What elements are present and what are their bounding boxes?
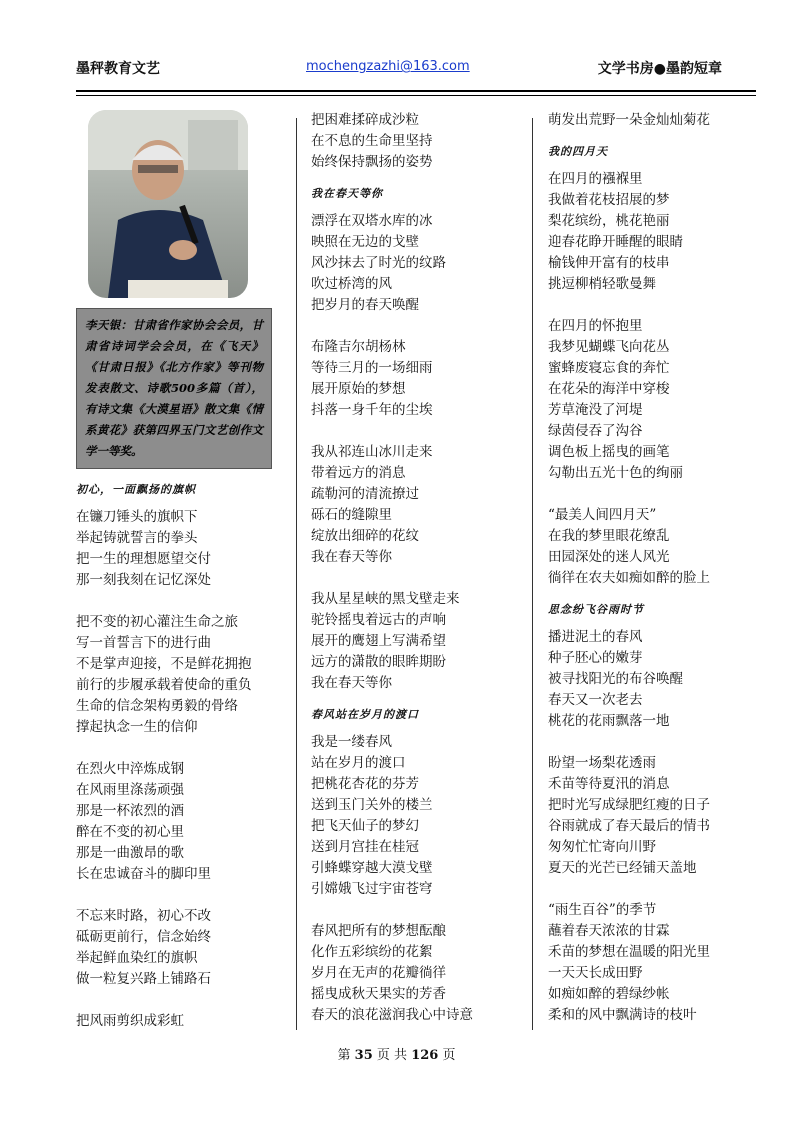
poem-line: 播进泥土的春风 <box>548 629 643 645</box>
stanza-break <box>76 591 286 612</box>
poem-line: 生命的信念架构勇毅的骨络 <box>76 698 238 714</box>
poem-line: 在烈火中淬炼成钢 <box>76 761 184 777</box>
poem-line: 田园深处的迷人风光 <box>548 549 670 565</box>
header-rule-thick <box>76 90 756 92</box>
poem-title: 思念纷飞谷雨时节 <box>548 603 644 616</box>
poem-line: 梨花缤纷，桃花艳丽 <box>548 213 670 229</box>
page-footer <box>0 1044 793 1063</box>
poem-line: 一天天长成田野 <box>548 965 643 981</box>
poem-line: 桃花的花雨飘落一地 <box>548 713 670 729</box>
footer-middle: 页 共 <box>376 1048 408 1063</box>
poem-line: 写一首誓言下的进行曲 <box>76 635 211 651</box>
poem-line: 布隆吉尔胡杨林 <box>311 339 406 355</box>
poem-line: 在风雨里涤荡顽强 <box>76 782 184 798</box>
poem-line: 匆匆忙忙寄向川野 <box>548 839 656 855</box>
poem-line: 举起鲜血染红的旗帜 <box>76 950 198 966</box>
poem-body <box>548 627 748 1026</box>
email-link[interactable]: mochengzazhi@163.com <box>306 59 470 74</box>
poem-line: 不忘来时路，初心不改 <box>76 908 211 924</box>
poem-title: 初心，一面飘扬的旗帜 <box>76 483 196 496</box>
poem-line: 驼铃摇曳着远古的声响 <box>311 612 446 628</box>
poem-line: 醉在不变的初心里 <box>76 824 184 840</box>
poem-line: 带着远方的消息 <box>311 465 406 481</box>
poem-line: 砾石的缝隙里 <box>311 507 392 523</box>
footer-suffix: 页 <box>442 1048 456 1063</box>
poem-line: 在我的梦里眼花缭乱 <box>548 528 670 544</box>
poem-line: 我从祁连山冰川走来 <box>311 444 433 460</box>
stanza-break <box>548 295 748 316</box>
poem-line: 把岁月的春天唤醒 <box>311 297 419 313</box>
poem-line: 我在春天等你 <box>311 549 392 565</box>
poem-line: 把风雨剪织成彩虹 <box>76 1013 184 1029</box>
poem-line: 被寻找阳光的布谷唤醒 <box>548 671 683 687</box>
poem-title: 我的四月天 <box>548 145 608 158</box>
poem-line: 砥砺更前行，信念始终 <box>76 929 211 945</box>
poem-body-continued <box>548 110 748 131</box>
stanza-break <box>548 484 748 505</box>
poem-line: 蜜蜂废寝忘食的奔忙 <box>548 360 670 376</box>
poem-line: 勾勒出五光十色的绚丽 <box>548 465 683 481</box>
poem-line: “雨生百谷”的季节 <box>548 902 657 918</box>
poem-body <box>548 169 748 589</box>
poem-line: 挑逗柳梢轻歌曼舞 <box>548 276 656 292</box>
poem-line: “最美人间四月天” <box>548 507 657 523</box>
stanza-break <box>548 732 748 753</box>
stanza-break <box>76 990 286 1011</box>
header-rule-thin <box>76 95 756 96</box>
poem-line: 疏勒河的清流撩过 <box>311 486 419 502</box>
poem-line: 抖落一身千年的尘埃 <box>311 402 433 418</box>
author-photo-image <box>88 110 248 298</box>
section-name: 文学书房●墨韵短章 <box>597 61 722 77</box>
poem-line: 在花朵的海洋中穿梭 <box>548 381 670 397</box>
poem-line: 禾苗等待夏汛的消息 <box>548 776 670 792</box>
magazine-name: 墨秤教育文艺 <box>76 61 160 77</box>
poem-line: 在不息的生命里坚持 <box>311 133 433 149</box>
poem-line: 引蜂蝶穿越大漠戈壁 <box>311 860 433 876</box>
column-divider <box>296 118 297 1030</box>
page-header <box>76 58 722 80</box>
poem-line: 始终保持飘扬的姿势 <box>311 154 433 170</box>
poem-body <box>311 732 526 1026</box>
poem-line: 在四月的襁褓里 <box>548 171 643 187</box>
poem-line: 绽放出细碎的花纹 <box>311 528 419 544</box>
poem-line: 把飞天仙子的梦幻 <box>311 818 419 834</box>
poem-line: 把不变的初心灌注生命之旅 <box>76 614 238 630</box>
stanza-break <box>76 885 286 906</box>
poem-line: 举起铸就誓言的拳头 <box>76 530 198 546</box>
poem-line: 把时光写成绿肥红瘦的日子 <box>548 797 710 813</box>
column-left <box>76 110 286 1032</box>
poem-line: 榆钱伸开富有的枝串 <box>548 255 670 271</box>
stanza-break <box>311 316 526 337</box>
poem-line: 徜徉在农夫如痴如醉的脸上 <box>548 570 710 586</box>
stanza-break <box>76 738 286 759</box>
author-bio: 李天银：甘肃省作家协会会员，甘肃省诗词学会会员，在《飞天》《甘肃日报》《北方作家》等刊物发表散文、诗歌500多篇（首），有诗文集《大漠星语》散文集《情系黄花》获第四界玉门文艺创作文学一等奖。 <box>76 308 272 469</box>
poem-line: 萌发出荒野一朵金灿灿菊花 <box>548 112 710 128</box>
poem-line: 那一刻我刻在记忆深处 <box>76 572 211 588</box>
poem-line: 我是一缕春风 <box>311 734 392 750</box>
poem-line: 风沙抹去了时光的纹路 <box>311 255 446 271</box>
poem-line: 不是掌声迎接，不是鲜花拥抱 <box>76 656 252 672</box>
poem-line: 芳草淹没了河堤 <box>548 402 643 418</box>
poem-line: 映照在无边的戈壁 <box>311 234 419 250</box>
poem-line: 在镰刀锤头的旗帜下 <box>76 509 198 525</box>
poem-line: 那是一曲激昂的歌 <box>76 845 184 861</box>
poem-line: 春天的浪花滋润我心中诗意 <box>311 1007 473 1023</box>
poem-line: 把一生的理想愿望交付 <box>76 551 211 567</box>
poem-body-continued <box>311 110 526 173</box>
poem-line: 夏天的光芒已经铺天盖地 <box>548 860 697 876</box>
poem-line: 盼望一场梨花透雨 <box>548 755 656 771</box>
poem-line: 漂浮在双塔水库的冰 <box>311 213 433 229</box>
stanza-break <box>311 900 526 921</box>
poem-line: 谷雨就成了春天最后的情书 <box>548 818 710 834</box>
poem-line: 在四月的怀抱里 <box>548 318 643 334</box>
poem-line: 如痴如醉的碧绿纱帐 <box>548 986 670 1002</box>
poem-line: 化作五彩缤纷的花絮 <box>311 944 433 960</box>
poem-line: 站在岁月的渡口 <box>311 755 406 771</box>
poem-title: 我在春天等你 <box>311 187 383 200</box>
poem-line: 展开的鹰翅上写满希望 <box>311 633 446 649</box>
poem-line: 种子胚心的嫩芽 <box>548 650 643 666</box>
page-total: 126 <box>411 1048 439 1063</box>
poem-line: 展开原始的梦想 <box>311 381 406 397</box>
poem-body <box>311 211 526 694</box>
poem-line: 摇曳成秋天果实的芳香 <box>311 986 446 1002</box>
author-photo <box>88 110 248 298</box>
poem-line: 送到月宫挂在桂冠 <box>311 839 419 855</box>
column-right <box>548 110 748 1026</box>
poem-line: 我从星星峡的黑戈壁走来 <box>311 591 460 607</box>
poem-line: 禾苗的梦想在温暖的阳光里 <box>548 944 710 960</box>
poem-line: 春天又一次老去 <box>548 692 643 708</box>
page-number: 35 <box>354 1048 373 1063</box>
poem-body <box>76 507 286 1032</box>
column-divider <box>532 118 533 1030</box>
poem-line: 那是一杯浓烈的酒 <box>76 803 184 819</box>
poem-line: 长在忠诚奋斗的脚印里 <box>76 866 211 882</box>
poem-line: 我做着花枝招展的梦 <box>548 192 670 208</box>
poem-line: 做一粒复兴路上铺路石 <box>76 971 211 987</box>
poem-line: 前行的步履承载着使命的重负 <box>76 677 252 693</box>
footer-prefix: 第 <box>337 1048 351 1063</box>
column-middle <box>311 110 526 1026</box>
poem-line: 送到玉门关外的楼兰 <box>311 797 433 813</box>
poem-line: 远方的潇散的眼眸期盼 <box>311 654 446 670</box>
poem-line: 调色板上摇曳的画笔 <box>548 444 670 460</box>
poem-line: 春风把所有的梦想酝酿 <box>311 923 446 939</box>
poem-line: 柔和的风中飘满诗的枝叶 <box>548 1007 697 1023</box>
poem-line: 撑起执念一生的信仰 <box>76 719 198 735</box>
poem-line: 把困难揉碎成沙粒 <box>311 112 419 128</box>
stanza-break <box>311 568 526 589</box>
poem-line: 等待三月的一场细雨 <box>311 360 433 376</box>
poem-line: 引嫦娥飞过宇宙苍穹 <box>311 881 433 897</box>
poem-line: 蘸着春天浓浓的甘霖 <box>548 923 670 939</box>
stanza-break <box>548 879 748 900</box>
stanza-break <box>311 421 526 442</box>
poem-line: 绿茵侵吞了沟谷 <box>548 423 643 439</box>
poem-line: 把桃花杏花的芬芳 <box>311 776 419 792</box>
poem-line: 迎春花睁开睡醒的眼睛 <box>548 234 683 250</box>
poem-line: 岁月在无声的花瓣徜徉 <box>311 965 446 981</box>
poem-line: 吹过桥湾的风 <box>311 276 392 292</box>
poem-title: 春风站在岁月的渡口 <box>311 708 419 721</box>
poem-line: 我在春天等你 <box>311 675 392 691</box>
poem-line: 我梦见蝴蝶飞向花丛 <box>548 339 670 355</box>
